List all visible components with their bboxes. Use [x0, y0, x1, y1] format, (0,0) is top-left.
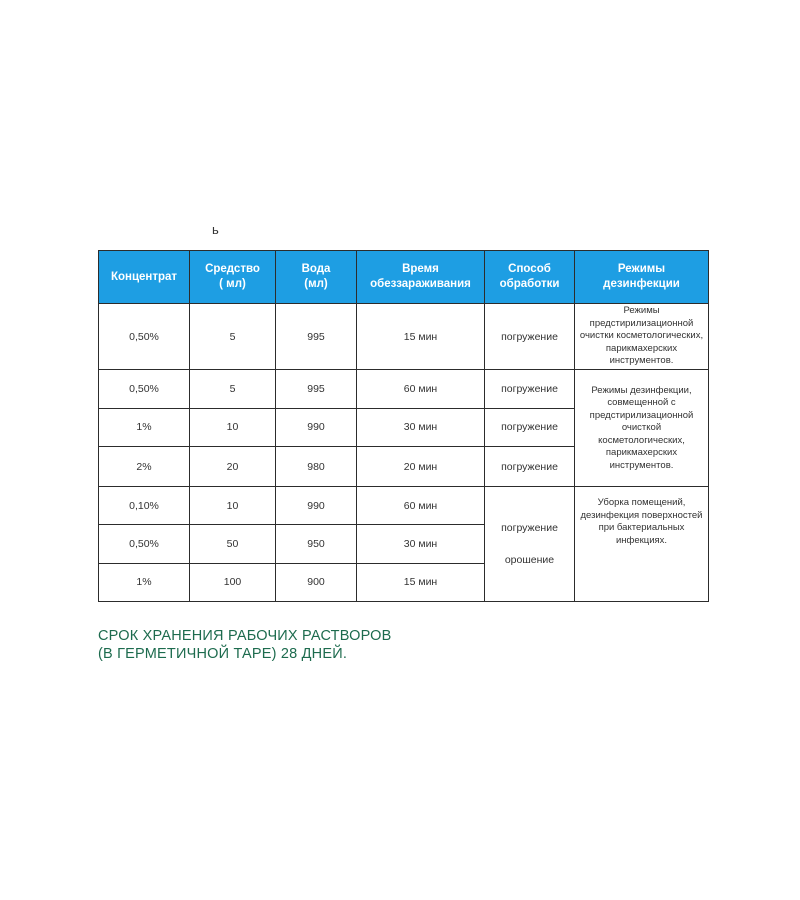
- cell-agent: 10: [190, 487, 276, 525]
- storage-note: [98, 627, 598, 663]
- header-time: Время обеззараживания: [357, 251, 485, 304]
- header-modes: Режимы дезинфекции: [575, 251, 709, 304]
- cell-agent: 5: [190, 370, 276, 408]
- cell-concentrate: 0,10%: [99, 487, 190, 525]
- cell-time: 60 мин: [357, 487, 485, 525]
- cell-agent: 50: [190, 525, 276, 563]
- cell-water: 995: [276, 304, 357, 370]
- cell-water: 995: [276, 370, 357, 408]
- cell-concentrate: 1%: [99, 563, 190, 601]
- cell-method: погружение: [485, 304, 575, 370]
- cell-time: 30 мин: [357, 525, 485, 563]
- cell-modes-group2: Режимы дезинфекции, совмещенной с предстирилизационной очисткой косметологических, парикмахерских инструментов.: [575, 370, 709, 487]
- disinfection-table-container: [98, 250, 708, 602]
- cell-time: 30 мин: [357, 408, 485, 446]
- cell-concentrate: 0,50%: [99, 370, 190, 408]
- cell-concentrate: 1%: [99, 408, 190, 446]
- cell-agent: 100: [190, 563, 276, 601]
- method-spraying-label: орошение: [504, 554, 555, 567]
- cell-time: 15 мин: [357, 563, 485, 601]
- cell-method-group3: [485, 487, 575, 602]
- storage-note-line1: СРОК ХРАНЕНИЯ РАБОЧИХ РАСТВОРОВ: [98, 628, 392, 644]
- table-row: [99, 304, 709, 370]
- header-method: Способ обработки: [485, 251, 575, 304]
- stray-mark: ь: [212, 222, 219, 237]
- cell-method: погружение: [485, 370, 575, 408]
- table-row: [99, 487, 709, 525]
- disinfection-table: [98, 250, 709, 602]
- cell-modes-group3: Уборка помещений, дезинфекция поверхностей при бактериальных инфекциях.: [575, 487, 709, 602]
- cell-time: 20 мин: [357, 446, 485, 486]
- header-agent: Средство ( мл): [190, 251, 276, 304]
- cell-time: 15 мин: [357, 304, 485, 370]
- cell-concentrate: 0,50%: [99, 525, 190, 563]
- cell-water: 980: [276, 446, 357, 486]
- table-row: [99, 370, 709, 408]
- cell-agent: 10: [190, 408, 276, 446]
- cell-water: 990: [276, 408, 357, 446]
- cell-water: 950: [276, 525, 357, 563]
- cell-concentrate: 0,50%: [99, 304, 190, 370]
- cell-time: 60 мин: [357, 370, 485, 408]
- cell-method: погружение: [485, 408, 575, 446]
- cell-agent: 20: [190, 446, 276, 486]
- header-water: Вода (мл): [276, 251, 357, 304]
- cell-concentrate: 2%: [99, 446, 190, 486]
- header-concentrate: Концентрат: [99, 251, 190, 304]
- table-header-row: [99, 251, 709, 304]
- cell-water: 900: [276, 563, 357, 601]
- method-immersion-label: погружение: [501, 522, 558, 535]
- cell-modes-group1: Режимы предстирилизационной очистки косметологических, парикмахерских инструментов.: [575, 304, 709, 370]
- storage-note-line2: (В ГЕРМЕТИЧНОЙ ТАРЕ) 28 ДНЕЙ.: [98, 646, 348, 662]
- cell-method: погружение: [485, 446, 575, 486]
- cell-water: 990: [276, 487, 357, 525]
- cell-agent: 5: [190, 304, 276, 370]
